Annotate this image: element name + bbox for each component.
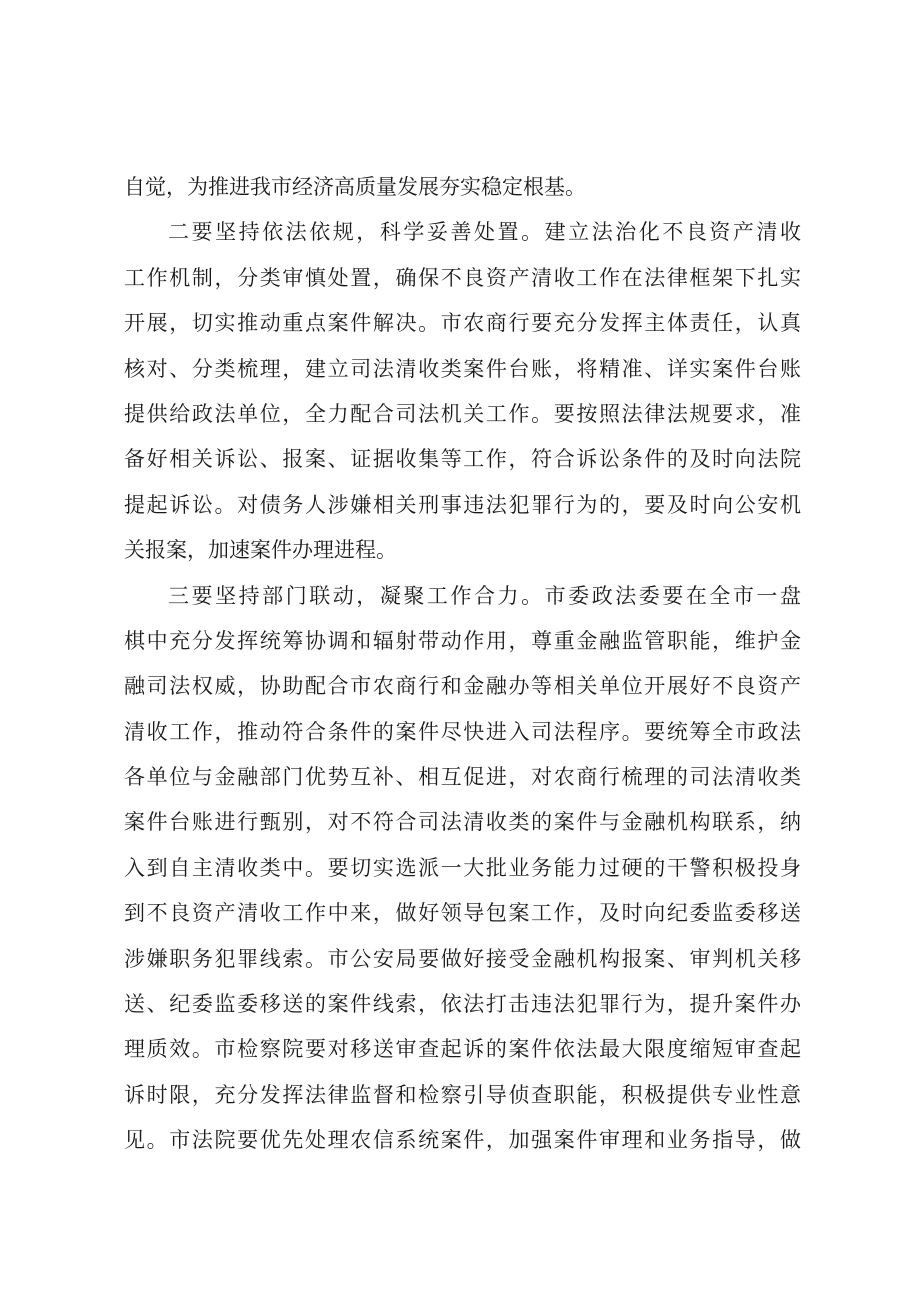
paragraph-line: 棋中充分发挥统筹协调和辐射带动作用，尊重金融监管职能，维护金 [124, 628, 801, 653]
paragraph-line: 核对、分类梳理，建立司法清收类案件台账，将精准、详实案件台账 [124, 356, 801, 381]
paragraph-line: 融司法权威，协助配合市农商行和金融办等相关单位开展好不良资产 [124, 674, 801, 699]
paragraph-line: 提起诉讼。对债务人涉嫌相关刑事违法犯罪行为的，要及时向公安机 [124, 492, 801, 517]
paragraph-line: 诉时限，充分发挥法律监督和检察引导侦查职能，积极提供专业性意 [124, 1082, 801, 1107]
paragraph-line: 备好相关诉讼、报案、证据收集等工作，符合诉讼条件的及时向法院 [124, 447, 801, 472]
paragraph-line: 到不良资产清收工作中来，做好领导包案工作，及时向纪委监委移送 [124, 901, 801, 926]
paragraph-line: 理质效。市检察院要对移送审查起诉的案件依法最大限度缩短审查起 [124, 1037, 801, 1062]
paragraph-first-line: 二要坚持依法依规，科学妥善处置。建立法治化不良资产清收 [168, 220, 801, 245]
paragraph-line: 关报案，加速案件办理进程。 [124, 538, 397, 563]
paragraph-line: 送、纪委监委移送的案件线索，依法打击违法犯罪行为，提升案件办 [124, 992, 801, 1017]
document-body [124, 165, 801, 1164]
paragraph-line: 入到自主清收类中。要切实选派一大批业务能力过硬的干警积极投身 [124, 855, 801, 880]
paragraph-first-line: 三要坚持部门联动，凝聚工作合力。市委政法委要在全市一盘 [168, 583, 801, 608]
paragraph-line: 案件台账进行甄别，对不符合司法清收类的案件与金融机构联系，纳 [124, 810, 801, 835]
paragraph-line: 提供给政法单位，全力配合司法机关工作。要按照法律法规要求，准 [124, 401, 801, 426]
paragraph-line: 见。市法院要优先处理农信系统案件，加强案件审理和业务指导，做 [124, 1128, 801, 1153]
paragraph-line: 各单位与金融部门优势互补、相互促进，对农商行梳理的司法清收类 [124, 765, 801, 790]
paragraph-line: 自觉，为推进我市经济高质量发展夯实稳定根基。 [124, 175, 586, 199]
paragraph-line: 开展，切实推动重点案件解决。市农商行要充分发挥主体责任，认真 [124, 311, 801, 336]
paragraph-line: 工作机制，分类审慎处置，确保不良资产清收工作在法律框架下扎实 [124, 265, 801, 290]
paragraph-line: 清收工作，推动符合条件的案件尽快进入司法程序。要统筹全市政法 [124, 719, 801, 744]
paragraph-line: 涉嫌职务犯罪线索。市公安局要做好接受金融机构报案、审判机关移 [124, 946, 801, 971]
